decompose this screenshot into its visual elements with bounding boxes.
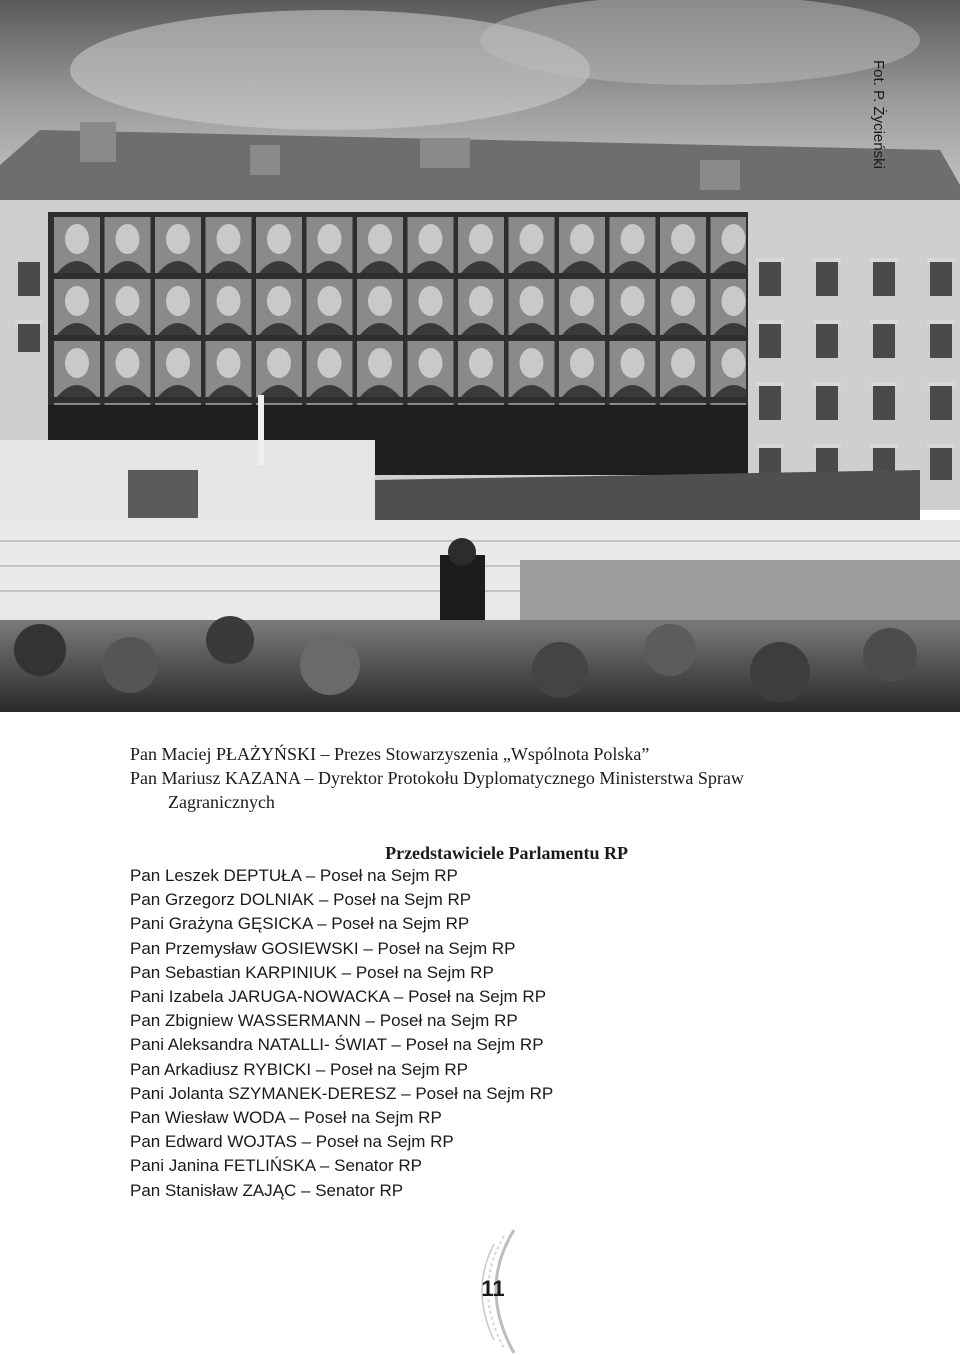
list-item: Pani Grażyna GĘSICKA – Poseł na Sejm RP: [130, 914, 470, 934]
list-item: Pan Zbigniew WASSERMANN – Poseł na Sejm RP: [130, 1011, 518, 1031]
members-list: [130, 864, 553, 1203]
intro-line: Zagranicznych: [168, 792, 275, 812]
list-item: Pan Wiesław WODA – Poseł na Sejm RP: [130, 1108, 442, 1128]
intro-line: Pan Maciej PŁAŻYŃSKI – Prezes Stowarzyszenia „Wspólnota Polska”: [130, 744, 650, 764]
page-number: 11: [481, 1276, 505, 1301]
list-item: Pan Stanisław ZAJĄC – Senator RP: [130, 1180, 404, 1200]
list-item: Pan Leszek DEPTUŁA – Poseł na Sejm RP: [130, 866, 458, 885]
list-item: Pan Sebastian KARPINIUK – Poseł na Sejm RP: [130, 962, 494, 982]
list-item: Pani Aleksandra NATALLI- ŚWIAT – Poseł na Sejm RP: [130, 1035, 544, 1055]
section-heading: Przedstawiciele Parlamentu RP: [385, 843, 628, 863]
list-item: Pani Janina FETLIŃSKA – Senator RP: [130, 1156, 422, 1176]
photo-credit: Fot. P. Życieński: [870, 60, 887, 169]
list-item: Pan Przemysław GOSIEWSKI – Poseł na Sejm RP: [130, 938, 516, 958]
list-item: Pan Edward WOJTAS – Poseł na Sejm RP: [130, 1132, 454, 1152]
list-item: Pan Arkadiusz RYBICKI – Poseł na Sejm RP: [130, 1059, 468, 1079]
list-item: Pani Jolanta SZYMANEK-DERESZ – Poseł na Sejm RP: [130, 1083, 554, 1103]
list-item: Pan Grzegorz DOLNIAK – Poseł na Sejm RP: [130, 890, 472, 910]
intro-line: Pan Mariusz KAZANA – Dyrektor Protokołu Dyplomatycznego Ministerstwa Spraw: [130, 768, 744, 788]
list-item: Pani Izabela JARUGA-NOWACKA – Poseł na Sejm RP: [130, 987, 547, 1007]
